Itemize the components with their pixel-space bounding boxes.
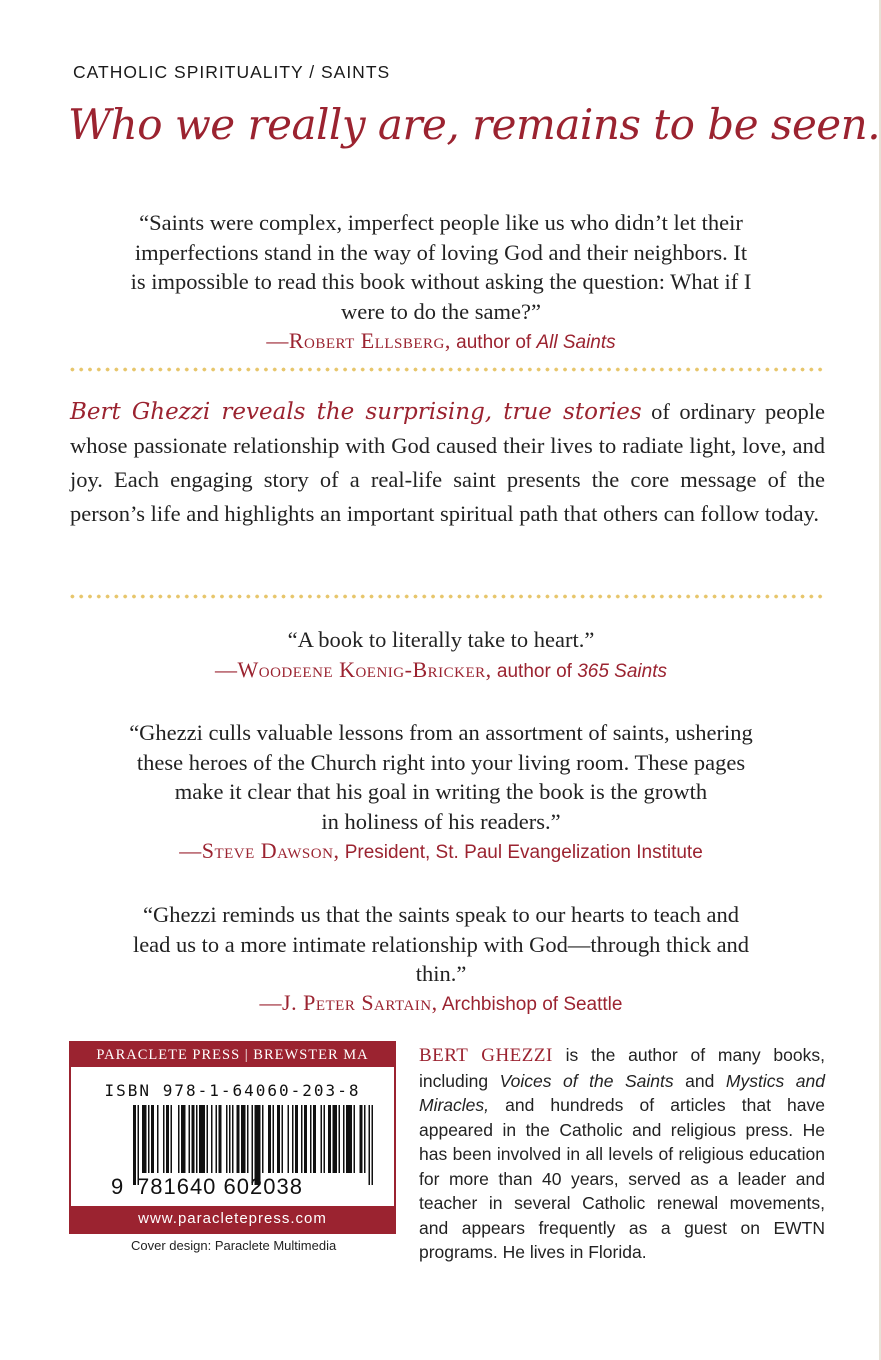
barcode-bar [163, 1105, 165, 1173]
publisher-website: www.paracletepress.com [71, 1206, 394, 1232]
author-name: BERT GHEZZI [419, 1045, 553, 1066]
barcode-bar [364, 1105, 366, 1173]
attribution-dawson [40, 838, 842, 864]
attribution-sartain [40, 990, 842, 1016]
isbn-text: ISBN 978-1-64060-203-8 [104, 1081, 361, 1100]
quote-koenig-bricker [40, 625, 842, 655]
attribution-role: Archbishop of Seattle [437, 994, 623, 1015]
dotted-divider [68, 594, 824, 599]
barcode-bar [328, 1105, 331, 1173]
quote-line: “A book to literally take to heart.” [287, 627, 595, 652]
barcode-bar [369, 1105, 371, 1185]
quote-line: is impossible to read this book without asking the question: What if I [130, 269, 752, 294]
barcode-bar [339, 1105, 341, 1173]
barcode-bar [133, 1105, 136, 1185]
book-description [70, 395, 825, 531]
barcode-bar [148, 1105, 150, 1173]
category-label: CATHOLIC SPIRITUALITY / SAINTS [73, 62, 391, 82]
barcode-bar [252, 1105, 254, 1185]
barcode-bar [138, 1105, 140, 1185]
bio-text: and [673, 1070, 726, 1091]
quote-ellsberg [40, 208, 842, 326]
barcode-bar [189, 1105, 191, 1173]
barcode-bar [292, 1105, 294, 1173]
barcode-bar [192, 1105, 195, 1173]
quote-line: imperfections stand in the way of loving God and their neighbors. It [134, 239, 748, 265]
barcode-bar [151, 1105, 154, 1173]
barcode-bar [232, 1105, 234, 1173]
barcode-bar [273, 1105, 275, 1173]
barcode-bar [282, 1105, 284, 1173]
barcode-bar [247, 1105, 249, 1173]
attribution-name: —Steve Dawson, [179, 838, 340, 863]
barcode-bar [343, 1105, 345, 1173]
quote-line: were to do the same?” [341, 298, 541, 324]
barcode-bar [181, 1105, 186, 1173]
barcode-block [69, 1041, 396, 1234]
barcode-bar [333, 1105, 338, 1173]
barcode-bar [207, 1105, 209, 1173]
barcode-bar [304, 1105, 307, 1173]
barcode-bar [372, 1105, 374, 1185]
barcode-digits: 781640 602038 [137, 1174, 303, 1199]
attribution-role: author of [450, 332, 537, 353]
barcode-bar [262, 1105, 264, 1173]
barcode-bar [301, 1105, 303, 1173]
barcode-bar [171, 1105, 173, 1173]
headline: Who we really are, remains to be seen. [68, 100, 881, 149]
bio-text: and hundreds of articles that have appeared in the Catholic and religious press. He has been involved in all levels of religious education for more than 40 years, served as a leader and teacher in several Catholic renewal movements, and appears frequently as a guest on EWTN programs. He lives in Florida. [419, 1095, 825, 1262]
quote-line: “Saints were complex, imperfect people like us who didn’t let their [139, 210, 743, 235]
attribution-ellsberg [40, 328, 842, 354]
barcode-bar [313, 1105, 316, 1173]
attribution-role: author of [491, 661, 578, 682]
attribution-book: All Saints [536, 332, 616, 353]
barcode-bar [237, 1105, 240, 1173]
barcode-bar [255, 1105, 261, 1185]
bio-book-title: Voices of the Saints [499, 1070, 674, 1091]
barcode-bar [142, 1105, 147, 1173]
attribution-name: —J. Peter Sartain, [259, 990, 438, 1015]
barcode-bar [324, 1105, 326, 1173]
attribution-name: —Woodeene Koenig-Bricker, [215, 657, 492, 682]
barcode-lead-digit: 9 [111, 1174, 124, 1199]
quote-line: thin.” [415, 961, 467, 986]
quote-dawson [40, 718, 842, 836]
attribution-role: President, St. Paul Evangelization Institute [339, 842, 703, 863]
description-text: of ordinary people whose passionate relationship with God caused their lives to radiate light, love, and joy. Each engaging story of a real-life saint presents the core message of the person’s life and highlights an important spiritual path that others can follow today. [70, 399, 825, 526]
quote-line: make it clear that his goal in writing the book is the growth [174, 779, 708, 804]
quote-line: lead us to a more intimate relationship with God—through thick and [132, 931, 750, 957]
author-bio [419, 1043, 825, 1265]
barcode-bar [166, 1105, 169, 1173]
barcode-bars [133, 1105, 373, 1185]
quote-sartain [40, 900, 842, 989]
description-lead: Bert Ghezzi reveals the surprising, true stories [70, 399, 642, 425]
quote-line: in holiness of his readers.” [321, 808, 561, 834]
barcode-bar [321, 1105, 323, 1173]
attribution-koenig-bricker [40, 657, 842, 683]
barcode-bar [295, 1105, 298, 1173]
quote-line: “Ghezzi reminds us that the saints speak to our hearts to teach and [142, 902, 740, 927]
barcode-bar [288, 1105, 290, 1173]
barcode-bar [219, 1105, 222, 1173]
barcode-bar [199, 1105, 205, 1173]
barcode-bar [268, 1105, 271, 1173]
barcode-bar [216, 1105, 218, 1173]
bio-text: is the author of many books, including [419, 1045, 825, 1091]
barcode-bar [360, 1105, 363, 1173]
dotted-divider [68, 367, 824, 372]
barcode-bar [157, 1105, 159, 1173]
barcode-bar [226, 1105, 228, 1173]
barcode-bar [241, 1105, 246, 1173]
barcode-bar [354, 1105, 356, 1173]
barcode-bar [178, 1105, 180, 1173]
attribution-name: —Robert Ellsberg, [266, 328, 451, 353]
quote-line: these heroes of the Church right into your living room. These pages [136, 749, 746, 775]
cover-design-credit: Cover design: Paraclete Multimedia [131, 1238, 337, 1253]
barcode-bar [211, 1105, 213, 1173]
barcode-bar [196, 1105, 198, 1173]
barcode-bar [346, 1105, 352, 1173]
bio-book-title: Mystics and Miracles, [419, 1070, 825, 1115]
barcode-bar [277, 1105, 280, 1173]
barcode-bar [310, 1105, 312, 1173]
quote-line: “Ghezzi culls valuable lessons from an assortment of saints, ushering [129, 720, 753, 745]
attribution-book: 365 Saints [577, 661, 667, 682]
barcode-bar [229, 1105, 231, 1173]
publisher-banner: PARACLETE PRESS | BREWSTER MA [71, 1043, 394, 1067]
